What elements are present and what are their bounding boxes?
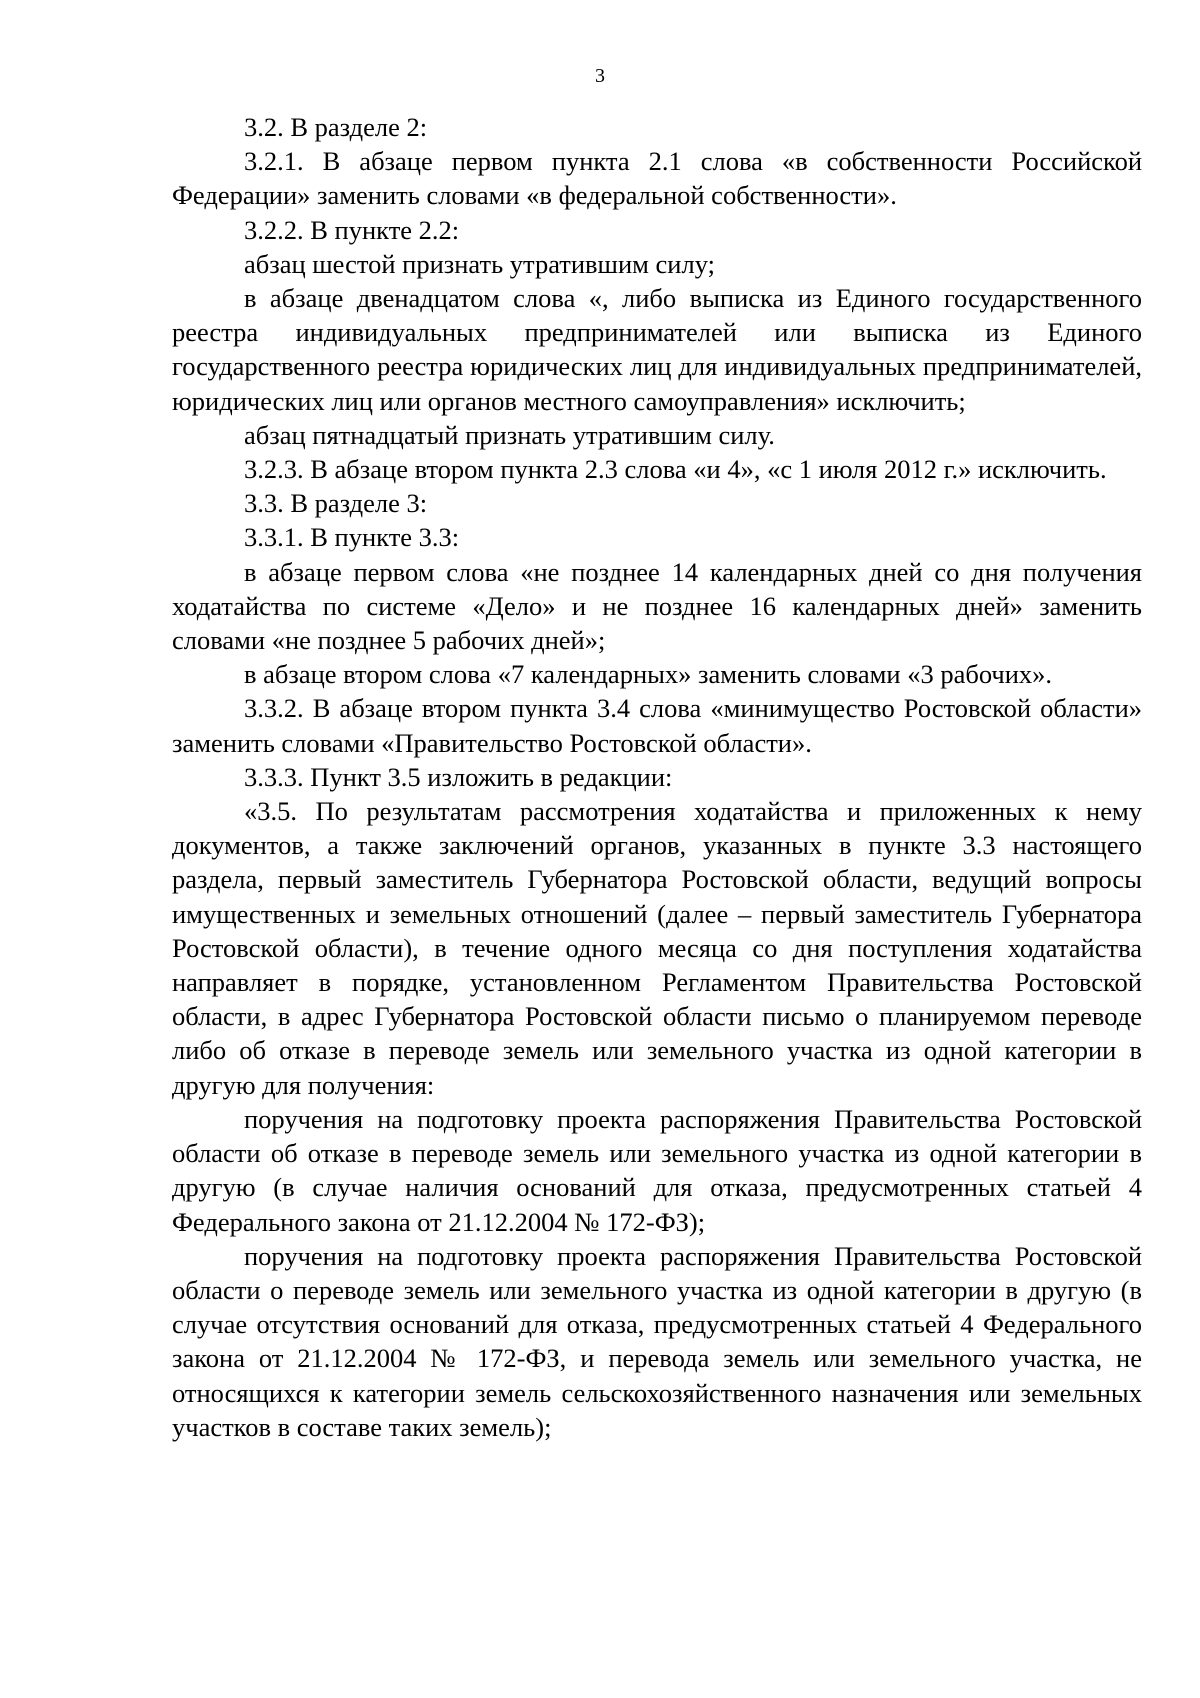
document-body [172,110,1142,1444]
paragraph: абзац шестой признать утратившим силу; [244,248,715,279]
paragraph: в абзаце втором слова «7 календарных» заменить словами «3 рабочих». [244,659,1053,690]
paragraph: 3.3.1. В пункте 3.3: [244,522,460,553]
paragraph: в абзаце первом слова «не позднее 14 календарных дней со дня получения ходатайства по системе «Дело» и не позднее 16 календарных дней» заменить словами «не позднее 5 рабочих дней»; [172,556,1142,656]
paragraph: абзац пятнадцатый признать утратившим силу. [244,419,775,450]
page-number: 3 [595,65,605,87]
paragraph: 3.3. В разделе 3: [244,488,428,519]
paragraph: 3.2.1. В абзаце первом пункта 2.1 слова «в собственности Российской Федерации» заменить словами «в федеральной собственности». [172,146,1142,211]
paragraph: «3.5. По результатам рассмотрения ходатайства и приложенных к нему документов, а также заключений органов, указанных в пункте 3.3 настоящего раздела, первый заместитель Губернатора Ростовской области, ведущий вопросы имущественных и земельных отношений (далее – первый заместитель Губернатора Ростовской области), в течение одного месяца со дня поступления ходатайства направляет в порядке, установленном Регламентом Правительства Ростовской области, в адрес Губернатора Ростовской области письмо о планируемом переводе либо об отказе в переводе земель или земельного участка из одной категории в другую для получения: [172,796,1142,1100]
paragraph: поручения на подготовку проекта распоряжения Правительства Ростовской области о переводе земель или земельного участка из одной категории в другую (в случае отсутствия оснований для отказа, предусмотренных статьей 4 Федерального закона от 21.12.2004 № 172-ФЗ, и перевода земель или земельного участка, не относящихся к категории земель сельскохозяйственного назначения или земельных участков в составе таких земель); [172,1240,1142,1442]
paragraph: 3.2.2. В пункте 2.2: [244,214,460,245]
paragraph: 3.2.3. В абзаце втором пункта 2.3 слова «и 4», «с 1 июля 2012 г.» исключить. [244,454,1107,485]
paragraph: 3.2. В разделе 2: [244,112,428,142]
paragraph: поручения на подготовку проекта распоряжения Правительства Ростовской области об отказе в переводе земель или земельного участка из одной категории в другую (в случае наличия оснований для отказа, предусмотренных статьей 4 Федерального закона от 21.12.2004 № 172-ФЗ); [172,1103,1142,1237]
paragraph: 3.3.2. В абзаце втором пункта 3.4 слова «минимущество Ростовской области» заменить словами «Правительство Ростовской области». [172,693,1142,758]
paragraph: в абзаце двенадцатом слова «, либо выписка из Единого государственного реестра индивидуальных предпринимателей или выписка из Единого государственного реестра юридических лиц для индивидуальных предпринимателей, юридических лиц или органов местного самоуправления» исключить; [172,283,1142,416]
paragraph: 3.3.3. Пункт 3.5 изложить в редакции: [244,761,673,792]
